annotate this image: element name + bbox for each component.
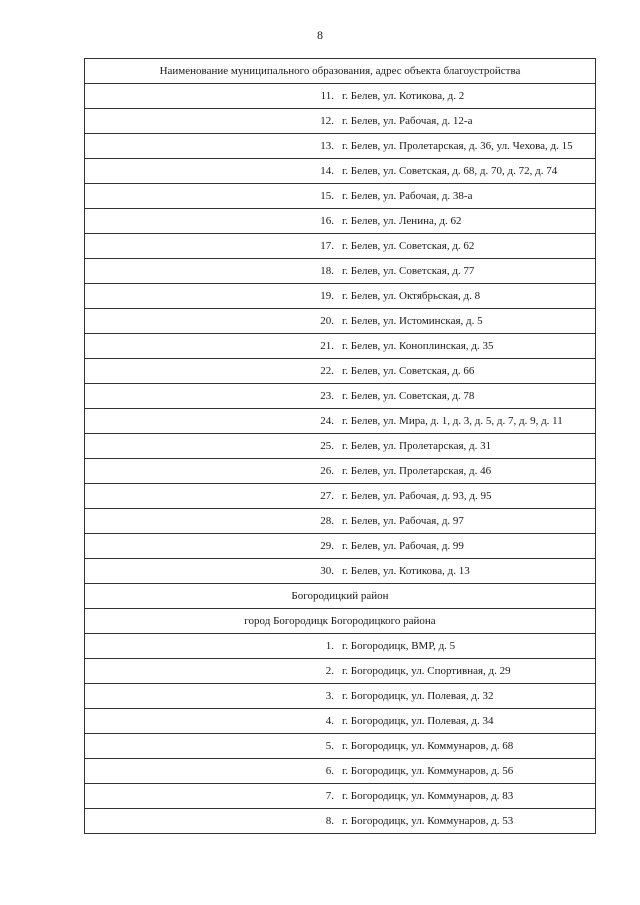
table-row [85,709,596,734]
row-address: г. Богородицк, ул. Спортивная, д. 29 [340,659,596,684]
table-header: Наименование муниципального образования, адрес объекта благоустройства [85,59,596,84]
row-number: 19. [85,284,341,309]
table-row [85,534,596,559]
row-address: г. Белев, ул. Истоминская, д. 5 [340,309,596,334]
row-address: г. Богородицк, ул. Коммунаров, д. 56 [340,759,596,784]
row-number: 29. [85,534,341,559]
row-number: 1. [85,634,341,659]
row-number: 16. [85,209,341,234]
row-address: г. Белев, ул. Мира, д. 1, д. 3, д. 5, д. 7, д. 9, д. 11 [340,409,596,434]
row-address: г. Белев, ул. Рабочая, д. 97 [340,509,596,534]
table-row [85,409,596,434]
row-number: 18. [85,259,341,284]
row-address: г. Богородицк, ул. Коммунаров, д. 68 [340,734,596,759]
section-title: Богородицкий район [85,584,596,609]
row-number: 6. [85,759,341,784]
row-number: 7. [85,784,341,809]
table-row [85,334,596,359]
row-number: 17. [85,234,341,259]
row-number: 12. [85,109,341,134]
table-row [85,659,596,684]
table-row [85,209,596,234]
row-address: г. Белев, ул. Советская, д. 78 [340,384,596,409]
table-header-row [85,59,596,84]
table-row [85,759,596,784]
row-address: г. Белев, ул. Котикова, д. 13 [340,559,596,584]
row-address: г. Белев, ул. Рабочая, д. 38-а [340,184,596,209]
section-title: город Богородицк Богородицкого района [85,609,596,634]
row-address: г. Белев, ул. Коноплинская, д. 35 [340,334,596,359]
table-row [85,134,596,159]
table-row [85,84,596,109]
table-row [85,784,596,809]
row-number: 28. [85,509,341,534]
row-address: г. Белев, ул. Пролетарская, д. 46 [340,459,596,484]
table-row [85,284,596,309]
table-row [85,559,596,584]
row-number: 13. [85,134,341,159]
address-table [84,58,596,834]
row-address: г. Белев, ул. Советская, д. 77 [340,259,596,284]
table-row [85,509,596,534]
table-row [85,434,596,459]
row-number: 5. [85,734,341,759]
row-number: 25. [85,434,341,459]
table-row [85,634,596,659]
row-address: г. Богородицк, ул. Полевая, д. 32 [340,684,596,709]
row-number: 4. [85,709,341,734]
row-number: 24. [85,409,341,434]
row-address: г. Белев, ул. Рабочая, д. 99 [340,534,596,559]
row-address: г. Белев, ул. Советская, д. 62 [340,234,596,259]
address-table-body [85,59,596,834]
section-row [85,609,596,634]
row-address: г. Белев, ул. Пролетарская, д. 36, ул. Чехова, д. 15 [340,134,596,159]
row-number: 15. [85,184,341,209]
row-number: 22. [85,359,341,384]
row-number: 30. [85,559,341,584]
row-address: г. Белев, ул. Пролетарская, д. 31 [340,434,596,459]
table-row [85,184,596,209]
row-number: 21. [85,334,341,359]
row-address: г. Белев, ул. Ленина, д. 62 [340,209,596,234]
table-row [85,684,596,709]
row-address: г. Белев, ул. Октябрьская, д. 8 [340,284,596,309]
row-address: г. Белев, ул. Рабочая, д. 12-а [340,109,596,134]
table-row [85,384,596,409]
table-row [85,734,596,759]
row-number: 26. [85,459,341,484]
row-number: 3. [85,684,341,709]
row-number: 23. [85,384,341,409]
table-row [85,109,596,134]
page-number: 8 [317,28,323,42]
table-row [85,309,596,334]
row-address: г. Белев, ул. Рабочая, д. 93, д. 95 [340,484,596,509]
row-number: 11. [85,84,341,109]
row-address: г. Богородицк, ул. Коммунаров, д. 53 [340,809,596,834]
row-number: 8. [85,809,341,834]
row-address: г. Богородицк, ул. Полевая, д. 34 [340,709,596,734]
table-row [85,484,596,509]
row-address: г. Белев, ул. Советская, д. 68, д. 70, д. 72, д. 74 [340,159,596,184]
row-address: г. Богородицк, ул. Коммунаров, д. 83 [340,784,596,809]
table-row [85,359,596,384]
row-number: 2. [85,659,341,684]
row-number: 27. [85,484,341,509]
row-address: г. Белев, ул. Котикова, д. 2 [340,84,596,109]
table-row [85,259,596,284]
section-row [85,584,596,609]
table-row [85,809,596,834]
row-address: г. Белев, ул. Советская, д. 66 [340,359,596,384]
row-number: 14. [85,159,341,184]
table-row [85,459,596,484]
table-row [85,234,596,259]
row-address: г. Богородицк, ВМР, д. 5 [340,634,596,659]
row-number: 20. [85,309,341,334]
table-row [85,159,596,184]
